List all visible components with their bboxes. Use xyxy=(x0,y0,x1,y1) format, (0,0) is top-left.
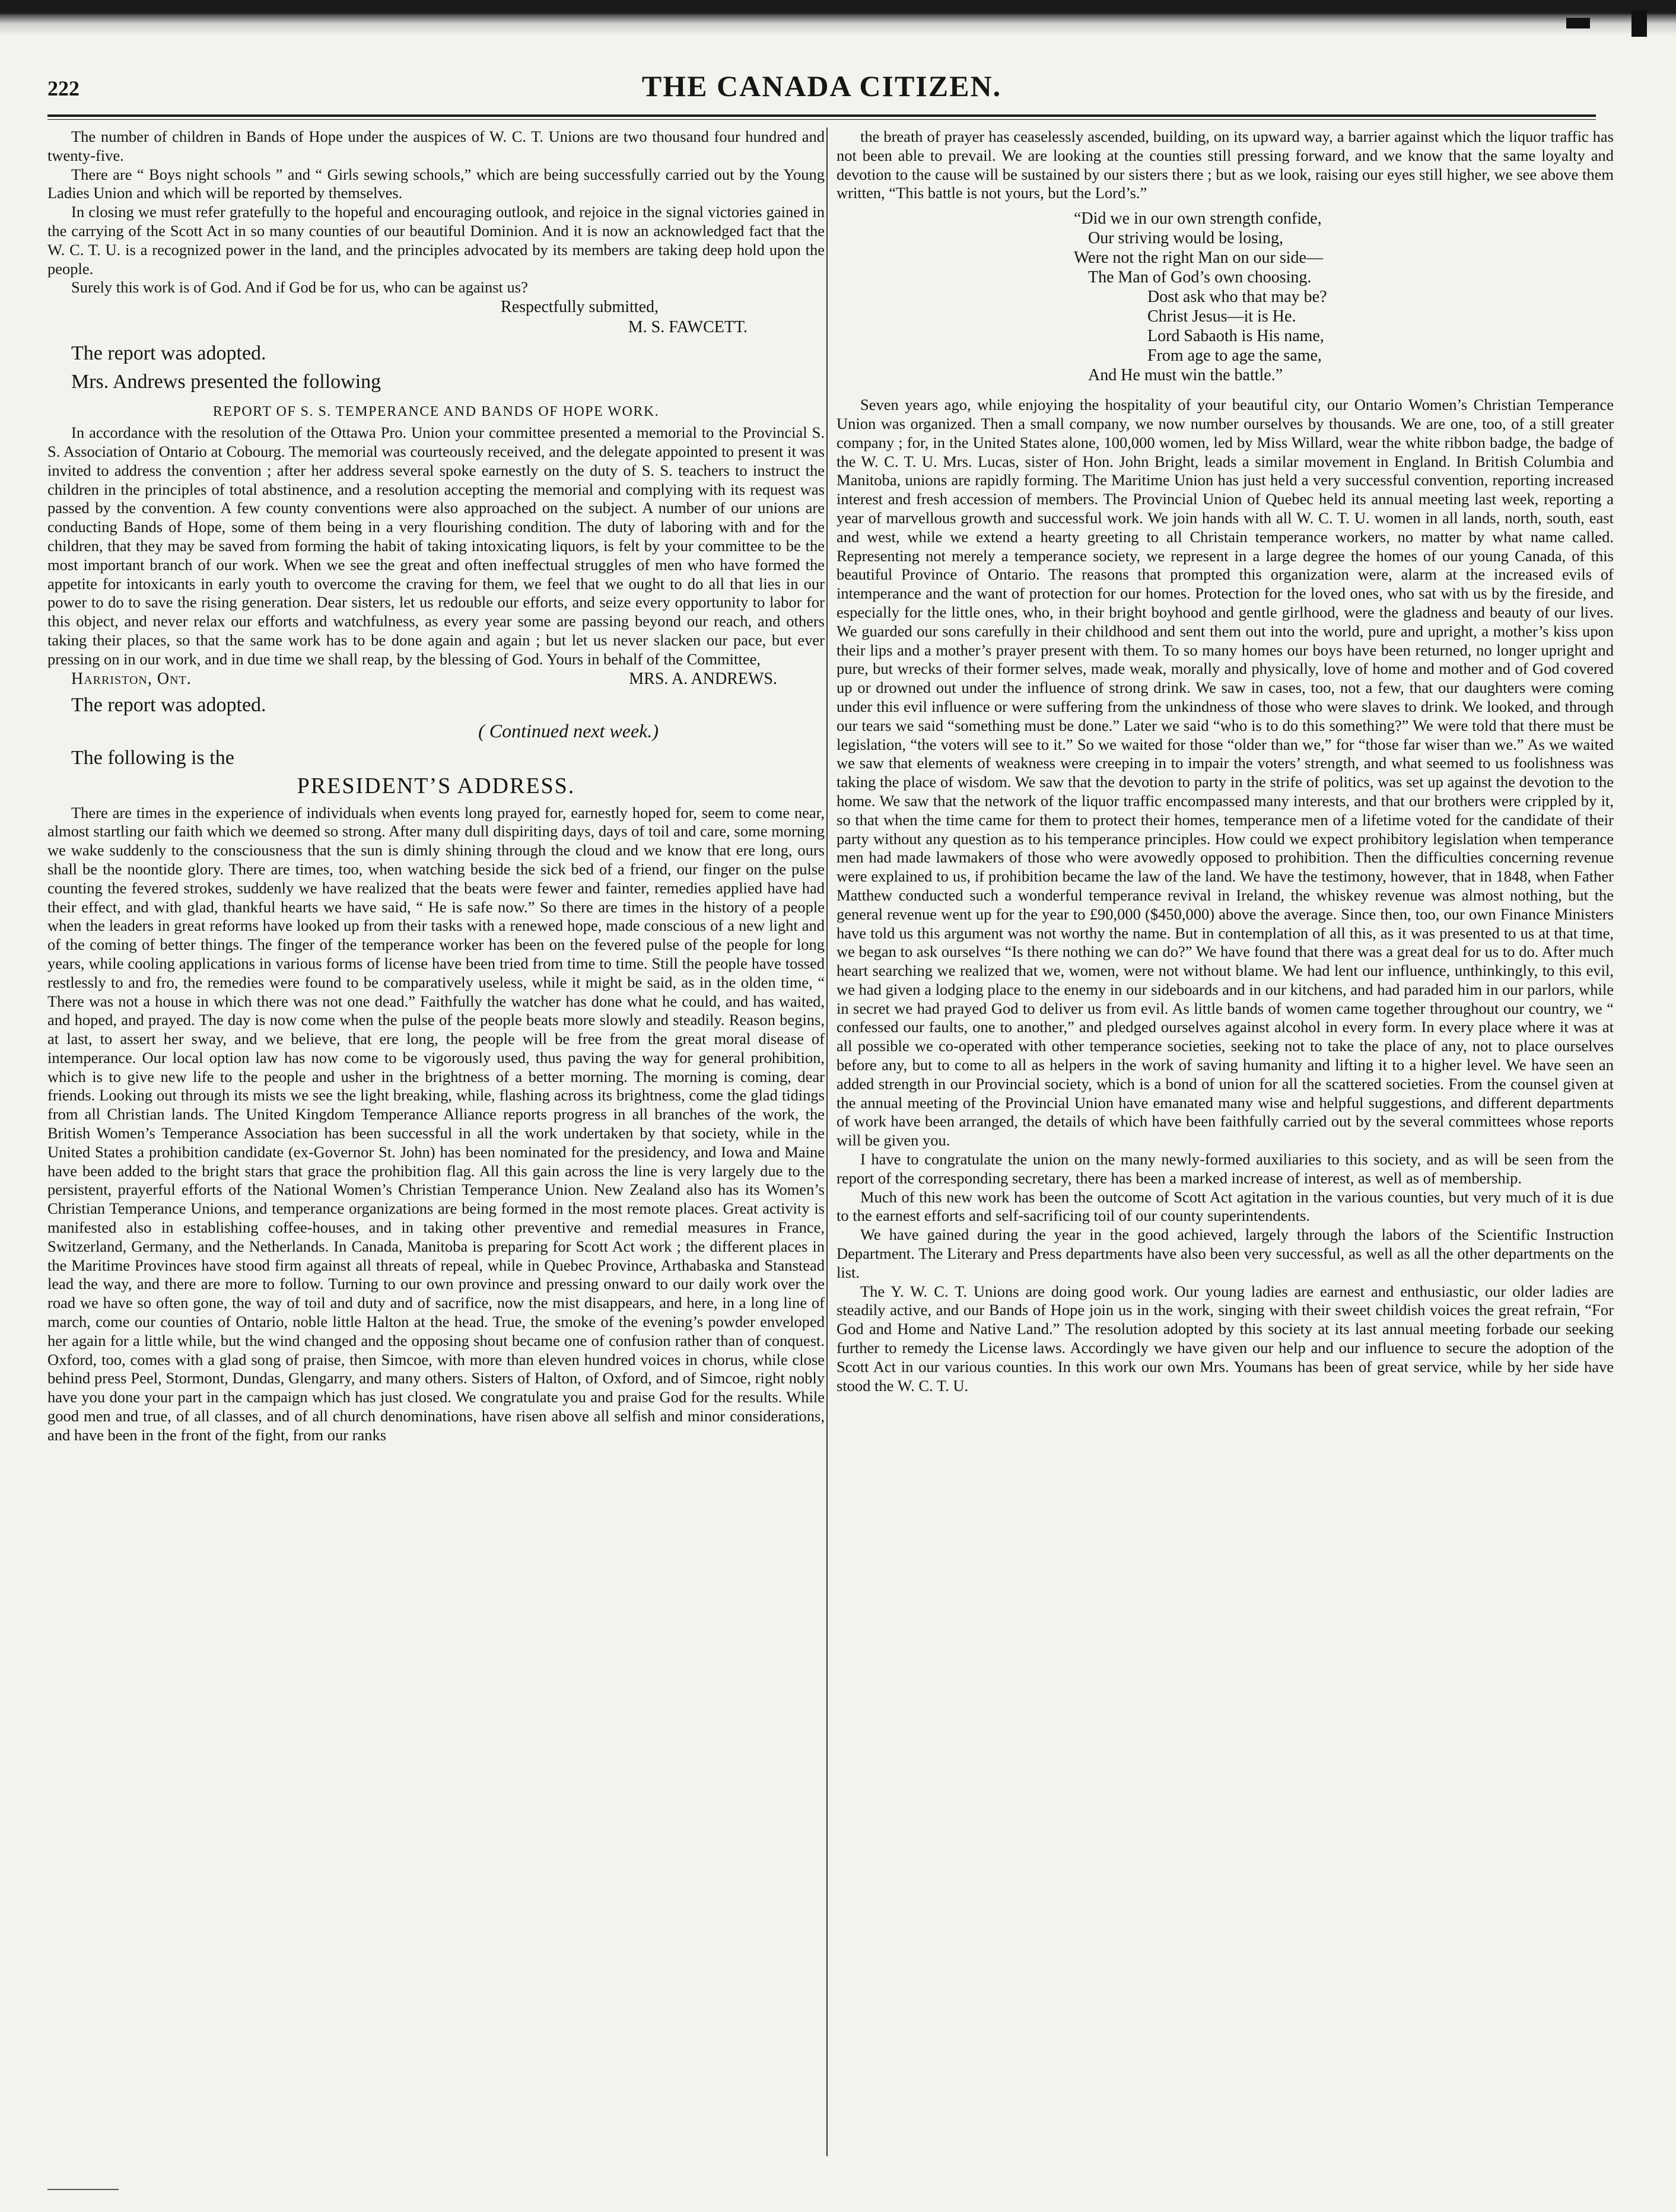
paragraph: the breath of prayer has ceaselessly ascended, building, on its upward way, a barrier against which the liquor traffic has not been able to prevail. We are looking at the counties still pressing forward, and we know that the same loyalty and devotion to the cause will be sustained by our sisters there ; but as we look, raising our eyes still higher, we see above them written, “This battle is not yours, but the Lord’s.” xyxy=(837,128,1614,202)
masthead-title: THE CANADA CITIZEN. xyxy=(641,69,1002,103)
paragraph: I have to congratulate the union on the many newly-formed auxiliaries to this society, and as will be seen from the report of the corresponding secretary, there has been a marked increase of interest, as well as of membership. xyxy=(837,1150,1614,1187)
right-column xyxy=(837,128,1614,2156)
signature: M. S. FAWCETT. xyxy=(628,318,748,337)
place-name: Harriston, Ont. xyxy=(71,669,192,688)
page-header xyxy=(47,65,1596,113)
poem-line: Dost ask who that may be? xyxy=(1147,288,1327,307)
poem-line: From age to age the same, xyxy=(1147,346,1322,365)
poem-line: Christ Jesus—it is He. xyxy=(1147,307,1296,326)
adopted-note: The report was adopted. xyxy=(71,342,266,365)
report-signature: MRS. A. ANDREWS. xyxy=(629,669,777,688)
paragraph: The Y. W. C. T. Unions are doing good work. Our young ladies are earnest and enthusiastic, our older ladies are steadily active, and our Bands of Hope join us in the work, singing with their sweet childish voices the great refrain, “For God and Home and Native Land.” The resolution adopted by this society at its last annual meeting forbade our seeking further to remedy the License laws. Accordingly we have given our help and our influence to secure the adoption of the Scott Act in our various counties. In this work our own Mrs. Youmans has been of great service, while by her side have stood the W. C. T. U. xyxy=(837,1282,1614,1395)
column-divider xyxy=(826,128,828,2156)
header-rule xyxy=(47,114,1596,117)
continued-note: ( Continued next week.) xyxy=(478,720,659,741)
scan-edge-artifact xyxy=(0,0,1676,36)
poem-line: The Man of God’s own choosing. xyxy=(1088,268,1312,287)
bottom-rule xyxy=(47,2189,119,2190)
paragraph: We have gained during the year in the good achieved, largely through the labors of the Scientific Instruction Department. The Literary and Press departments have also been very successful, as well as all the other departments on the list. xyxy=(837,1226,1614,1281)
adopted-note: The report was adopted. xyxy=(71,693,266,716)
poem-line: Our striving would be losing, xyxy=(1088,229,1283,248)
report-heading: REPORT OF S. S. TEMPERANCE AND BANDS OF HOPE WORK. xyxy=(212,404,660,420)
paragraph: In accordance with the resolution of the Ottawa Pro. Union your committee presented a memorial to the Provincial S. S. Association of Ontario at Cobourg. The memorial was courteously received, and the delegate appointed to present it was invited to address the convention ; after her address several spoke earnestly on the duty of S. S. teachers to instruct the children in the principles of total abstinence, and a resolution accepting the memorial and complying with its request was passed by the convention. A few county conventions were also approached on the subject. A number of our unions are conducting Bands of Hope, some of them being in a very flourishing condition. The duty of laboring with and for the children, that they may be saved from forming the habit of taking intoxicating liquors, is felt by your committee to be the most important branch of our work. When we see the great and often ineffectual struggles of men who have formed the appetite for intoxicants in early youth to overcome the craving for them, we feel that we ought to do all that lies in our power to do to save the rising generation. Dear sisters, let us redouble our efforts, and seize every opportunity to labor for this object, and never relax our efforts and watchfulness, as every year some are passing beyond our reach, and others taking their places, so that the same work has to be done again and again ; but let us never slacken our pace, but ever pressing on in our work, and in due time we shall reap, by the blessing of God. Yours in behalf of the Committee, xyxy=(47,424,825,668)
left-column xyxy=(47,128,825,2156)
paragraph: In closing we must refer gratefully to the hopeful and encouraging outlook, and rejoice in the signal victories gained in the carrying of the Scott Act in so many counties of our beautiful Dominion. And it is now an acknowledged fact that the W. C. T. U. is a recognized power in the land, and the principles advocated by its members are taking deep hold upon the people. xyxy=(47,203,825,278)
presented-note: Mrs. Andrews presented the following xyxy=(71,371,381,393)
following-note: The following is the xyxy=(71,746,234,769)
address-title: PRESIDENT’S ADDRESS. xyxy=(297,773,575,798)
paragraph: Much of this new work has been the outcome of Scott Act agitation in the various counties, but very much of it is due to the earnest efforts and self-sacrificing toil of our county superintendents. xyxy=(837,1188,1614,1225)
poem-line: Lord Sabaoth is His name, xyxy=(1147,327,1324,346)
closing-line: Respectfully submitted, xyxy=(501,298,659,317)
report-signoff xyxy=(47,669,825,689)
header-rule-thin xyxy=(47,119,1596,120)
paragraph: There are times in the experience of individuals when events long prayed for, earnestly hoped for, seem to come near, almost startling our faith which we deemed so strong. After many dull dispiriting days, days of toil and care, some morning we wake suddenly to the consciousness that the sun is dimly shining through the cloud and we know that ere long, ours shall be the noontide glory. There are times, too, when watching beside the sick bed of a friend, our finger on the pulse counting the fevered strokes, suddenly we have realized that the beats were fewer and fainter, remedies applied have had their effect, and with glad, thankful hearts we have said, “ He is safe now.” So there are times in the history of a people when the leaders in great reforms have looked up from their tasks with a renewed hope, made conscious of a new light and of the coming of better things. The finger of the temperance worker has been on the fevered pulse of the people for long years, while cooling applications in various forms of license have been tried from time to time. Still the people have tossed restlessly to and fro, the remedies were found to be comparatively useless, while it might be said, as in the olden time, “ There was not a house in which there was not one dead.” Faithfully the watcher has done what he could, and has waited, and hoped, and prayed. The day is now come when the pulse of the people beats more slowly and steadily. Reason begins, at last, to assert her sway, and we believe, that ere long, the people will be free from the great moral disease of intemperance. Our local option law has now come to be vigorously used, thus paving the way for general prohibition, which is to give new life to the people and usher in the brightness of a better morning. The morning is coming, dear friends. Looking out through its mists we see the light breaking, while, flashing across its brightness, come the glad tidings from all Christian lands. The United Kingdom Temperance Alliance reports progress in all branches of the work, the British Women’s Temperance Association has been successful in all the work undertaken by that society, while in the United States a prohibition candidate (ex-Governor St. John) has been nominated for the presidency, and Iowa and Maine have been added to the bright stars that grace the prohibition flag. All this gain across the line is very largely due to the persistent, prayerful efforts of the National Women’s Christian Temperance Union. New Zealand also has its Women’s Christian Temperance Unions, and temperance organizations are being formed in the most remote places. Great activity is manifested also in establishing coffee-houses, and in taking other preventive and remedial measures in France, Switzerland, Germany, and the Netherlands. In Canada, Manitoba is preparing for Scott Act work ; the different places in the Maritime Provinces have stood firm against all threats of repeal, while in Quebec Province, Arthabaska and Stanstead lead the way, and there are more to follow. Turning to our own province and pressing onward to our daily work over the road we have so often gone, the way of toil and duty and of sacrifice, now the mist disappears, and here, in a long line of march, come our counties of Ontario, noble little Halton at the head. True, the smoke of the evening’s powder enveloped her again for a little while, but the wind changed and the opposing shout became one of confusion rather than of conquest. Oxford, too, comes with a glad song of praise, then Simcoe, with more than eleven hundred voices in chorus, while close behind press Peel, Stormont, Dundas, Glengarry, and many others. Sisters of Halton, of Oxford, and of Simcoe, right nobly have you done your part in the campaign which has just closed. We congratulate you and praise God for the results. While good men and true, of all classes, and of all church denominations, have risen above all selfish and minor considerations, and have been in the front of the fight, from our ranks xyxy=(47,803,825,1444)
poem-line: “Did we in our own strength confide, xyxy=(1074,209,1322,228)
poem-line: And He must win the battle.” xyxy=(1088,366,1283,385)
paragraph: The number of children in Bands of Hope under the auspices of W. C. T. Unions are two thousand four hundred and twenty-five. xyxy=(47,128,825,164)
page-number: 222 xyxy=(47,77,79,100)
poem-line: Were not the right Man on our side— xyxy=(1074,249,1323,268)
paragraph: There are “ Boys night schools ” and “ Girls sewing schools,” which are being successfully carried out by the Young Ladies Union and which will be reported by themselves. xyxy=(47,165,825,202)
poem xyxy=(1074,209,1614,385)
paragraph: Surely this work is of God. And if God be for us, who can be against us? xyxy=(71,278,528,297)
paragraph: Seven years ago, while enjoying the hospitality of your beautiful city, our Ontario Women’s Christian Temperance Union was organized. Then a small company, we now number ourselves by thousands. We are one, too, of a still greater company ; for, in the United States alone, 100,000 women, led by Miss Willard, wear the white ribbon badge, the badge of the W. C. T. U. Mrs. Lucas, sister of Hon. John Bright, leads a similar movement in England. In British Columbia and Manitoba, unions are rapidly forming. The Maritime Union has just held a very successful convention, reporting increased interest and fresh accession of members. The Provincial Union of Quebec held its annual meeting last week, reporting a year of marvellous growth and successful work. We join hands with all W. C. T. U. women in all lands, north, south, east and west, while we extend a hearty greeting to all Christain temperance workers, no matter by what name called. Representing not merely a temperance society, we represent in a large degree the homes of our young Canada, of this beautiful Province of Ontario. The reasons that prompted this organization were, alarm at the increased evils of intemperance and the want of protection for our homes. Protection for the loved ones, who sat with us by the fireside, and especially for the little ones, who, in their bright boyhood and gentle girlhood, were the gladness and beauty of our lives. We guarded our sons carefully in their childhood and sent them out into the world, pure and upright, a mother’s kiss upon their lips and a mother’s prayer present with them. To so many homes our boys have been returned, no longer upright and pure, but wrecks of their former selves, made weak, morally and physically, love of home and mother and of God covered up or drowned out under the influence of strong drink. We saw in cases, too, not a few, that our daughters were coming under this evil influence or were suffering from the unkindness of those who were slaves to drink. We looked, and through our tears we said “something must be done.” Later we said “who is to do this something?” We were told that there must be legislation, “the voters will see to it.” So we waited for those “older than we,” for “those far wiser than we.” As we waited we saw that elements of weakness were creeping in to impair the voters’ strength, and what seemed to us foolishness was taking the place of wisdom. We saw that the devotion to party in the strife of politics, was set up against the devotion to the home. We saw that the network of the liquor traffic encompassed many interests, and that our brothers were crippled by it, so that when the time came for them to protect their homes, temperance men of a lifetime voted for the candidate of their party without any question as to his temperance principles. How could we expect prohibitory legislation when temperance men had made lawmakers of those who were avowedly opposed to prohibition. Then the difficulties concerning revenue were explained to us, if prohibition became the law of the land. We have the testimony, however, that in 1848, when Father Matthew conducted such a wonderful temperance revival in Ireland, the whiskey revenue was almost nothing, but the general revenue went up for the year to £90,000 ($450,000) above the average. Since then, too, our own Finance Ministers have told us this argument was not worthy the name. But in contemplation of all this, as it was presented to us at that time, we began to ask ourselves “Is there nothing we can do?” We have found that there was a great deal for us to do. After much heart searching we realized that we, women, were not without blame. We had lent our influence, unthinkingly, to this evil, we had given a lodging place to the enemy in our sideboards and in our kitchens, and had paraded him in our parlors, while in secret we had prayed God to deliver us from evil. As little bands of women came together throughout our country, we “ confessed our faults, one to another,” and pledged ourselves against alcohol in every form. In every place where it was at all possible we co-operated with other temperance societies, seeking not to take the place of any, not to place ourselves before any, but to come to all as helpers in the work of saving humanity and lifting it to a higher level. We have seen an added strength in our Provincial society, which is a bond of union for all the scattered societies. From the counsel given at the annual meeting of the Provincial Union have emanated many wise and helpful suggestions, and different departments of work have been arranged, the details of which have been faithfully carried out by the several committees whose reports will be given you. xyxy=(837,396,1614,1150)
